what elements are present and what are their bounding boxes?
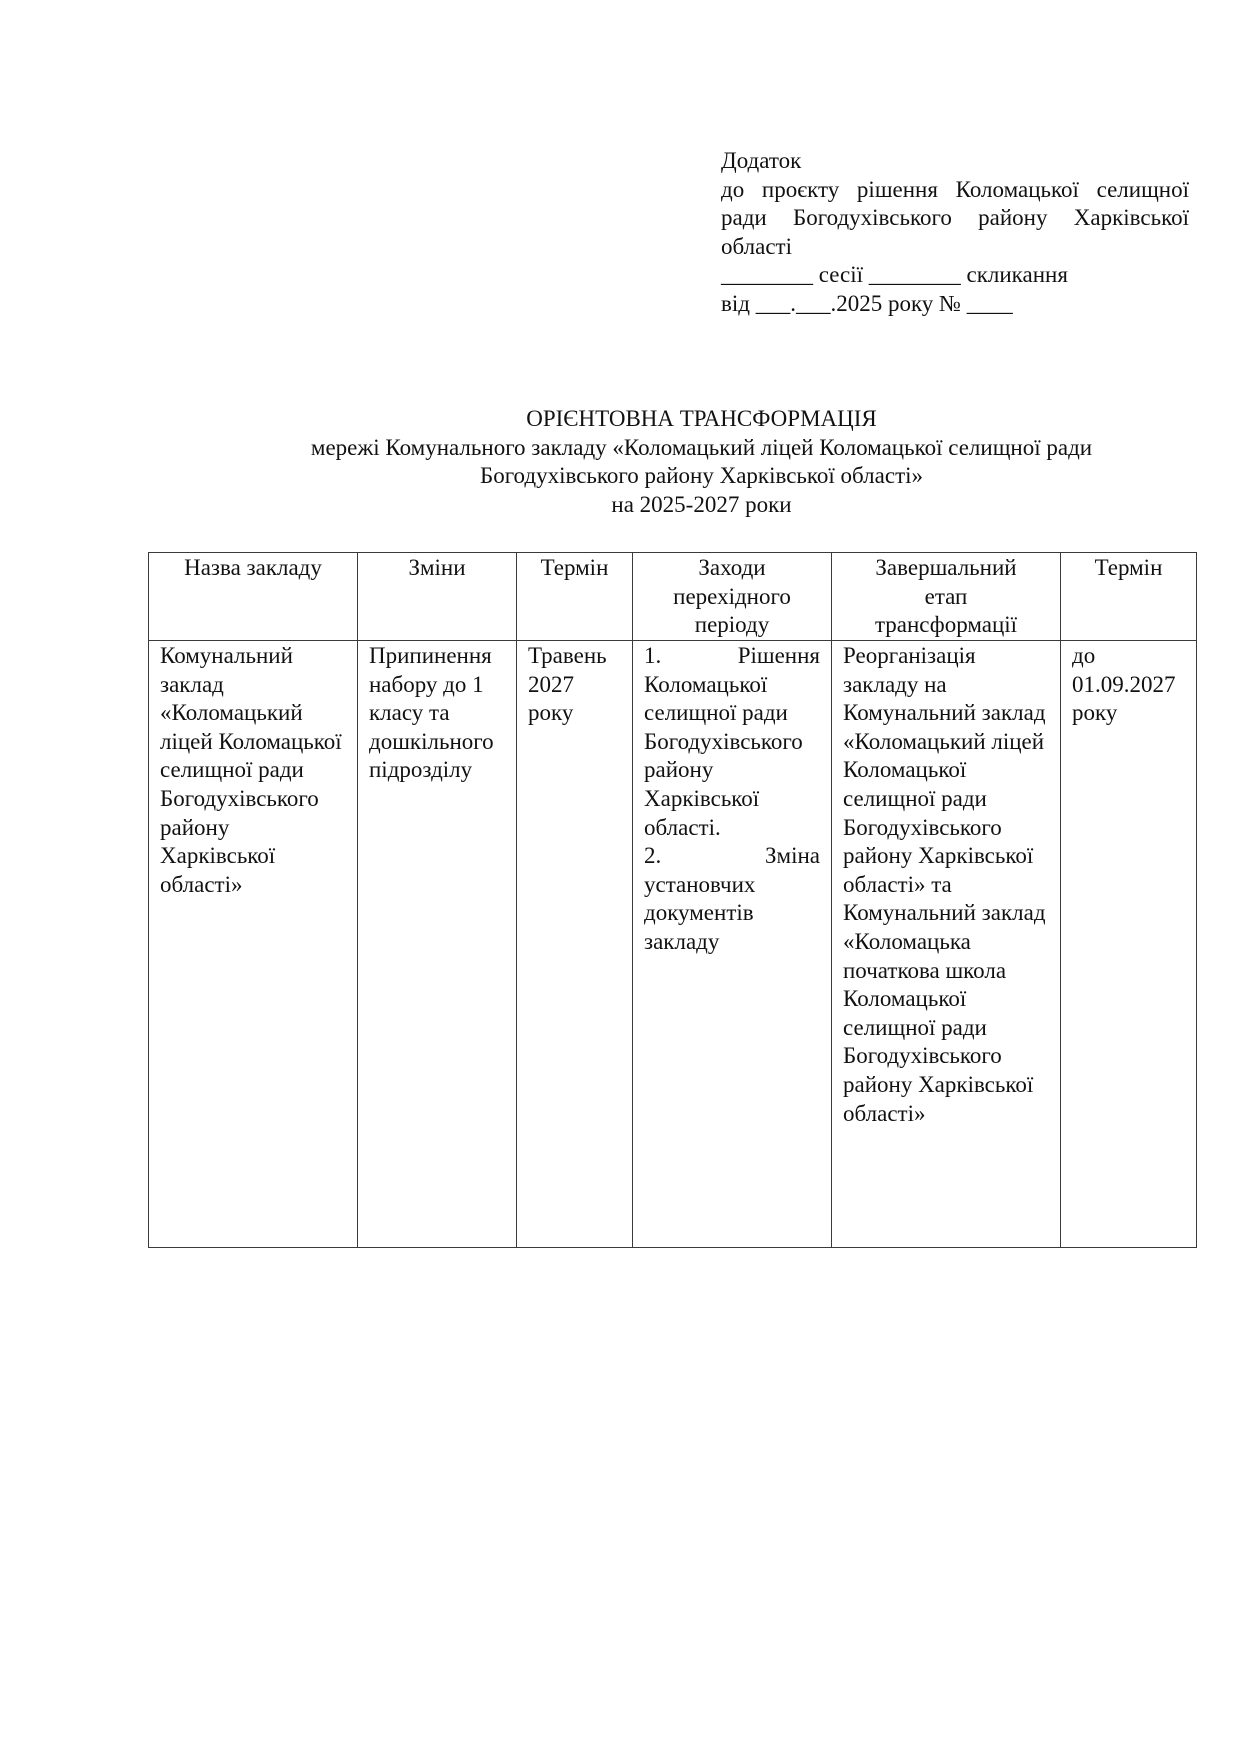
- measure-2-head: Зміна: [765, 843, 820, 869]
- annex-session-line: ________ сесії ________ скликання: [721, 262, 1068, 287]
- document-heading: [0, 405, 1240, 519]
- header-term-2: Термін: [1061, 553, 1197, 641]
- cell-changes: Припинення набору до 1 класу та дошкільного підрозділу: [358, 641, 517, 1248]
- annex-date-line: від ___.___.2025 року № ____: [721, 290, 1013, 316]
- header-changes: Зміни: [358, 553, 517, 641]
- header-final-stage: Завершальний етап трансформації: [832, 553, 1061, 641]
- annex-line-2: ради Богодухівського району Харківської: [721, 205, 1189, 230]
- cell-term-2: до 01.09.2027 року: [1061, 641, 1197, 1248]
- annex-title: Додаток: [721, 148, 802, 173]
- table-header-row: [149, 553, 1197, 641]
- header-measures: Заходи перехідного періоду: [633, 553, 832, 641]
- header-term: Термін: [517, 553, 633, 641]
- document-subtitle-line-1: мережі Комунального закладу «Коломацький ліцей Коломацької селищної ради: [310, 434, 1093, 460]
- measure-1-head: Рішення: [737, 643, 820, 668]
- measure-1-first-line: [644, 642, 820, 671]
- table-row: [149, 641, 1197, 1248]
- header-name: Назва закладу: [149, 553, 358, 641]
- measure-2-rest: установчих документів закладу: [644, 871, 756, 954]
- document-subtitle-line-2: Богодухівського району Харківської області»: [479, 463, 924, 488]
- measure-2-number: 2.: [644, 843, 662, 869]
- measure-2-first-line: [644, 842, 820, 871]
- measure-1-number: 1.: [644, 643, 662, 668]
- document-period: на 2025-2027 роки: [611, 491, 792, 517]
- annex-block: [721, 147, 1189, 318]
- cell-final-stage: Реорганізація закладу на Комунальний заклад «Коломацький ліцей Коломацької селищної ради Богодухівського району Харківської області» та Комунальний заклад «Коломацька початкова школа Коломацької селищної ради Богодухівського району Харківської області»: [832, 641, 1061, 1248]
- measure-1-rest: Коломацької селищної ради Богодухівського району Харківської області.: [644, 671, 803, 840]
- cell-measures: [633, 641, 832, 1248]
- cell-name: Комунальний заклад «Коломацький ліцей Коломацької селищної ради Богодухівського району Харківської області»: [149, 641, 358, 1248]
- document-title: ОРІЄНТОВНА ТРАНСФОРМАЦІЯ: [526, 406, 877, 431]
- annex-line-1: до проєкту рішення Коломацької селищної: [721, 176, 1189, 202]
- cell-term: Травень 2027 року: [517, 641, 633, 1248]
- annex-line-3: області: [721, 233, 792, 259]
- transformation-table: [148, 552, 1197, 1248]
